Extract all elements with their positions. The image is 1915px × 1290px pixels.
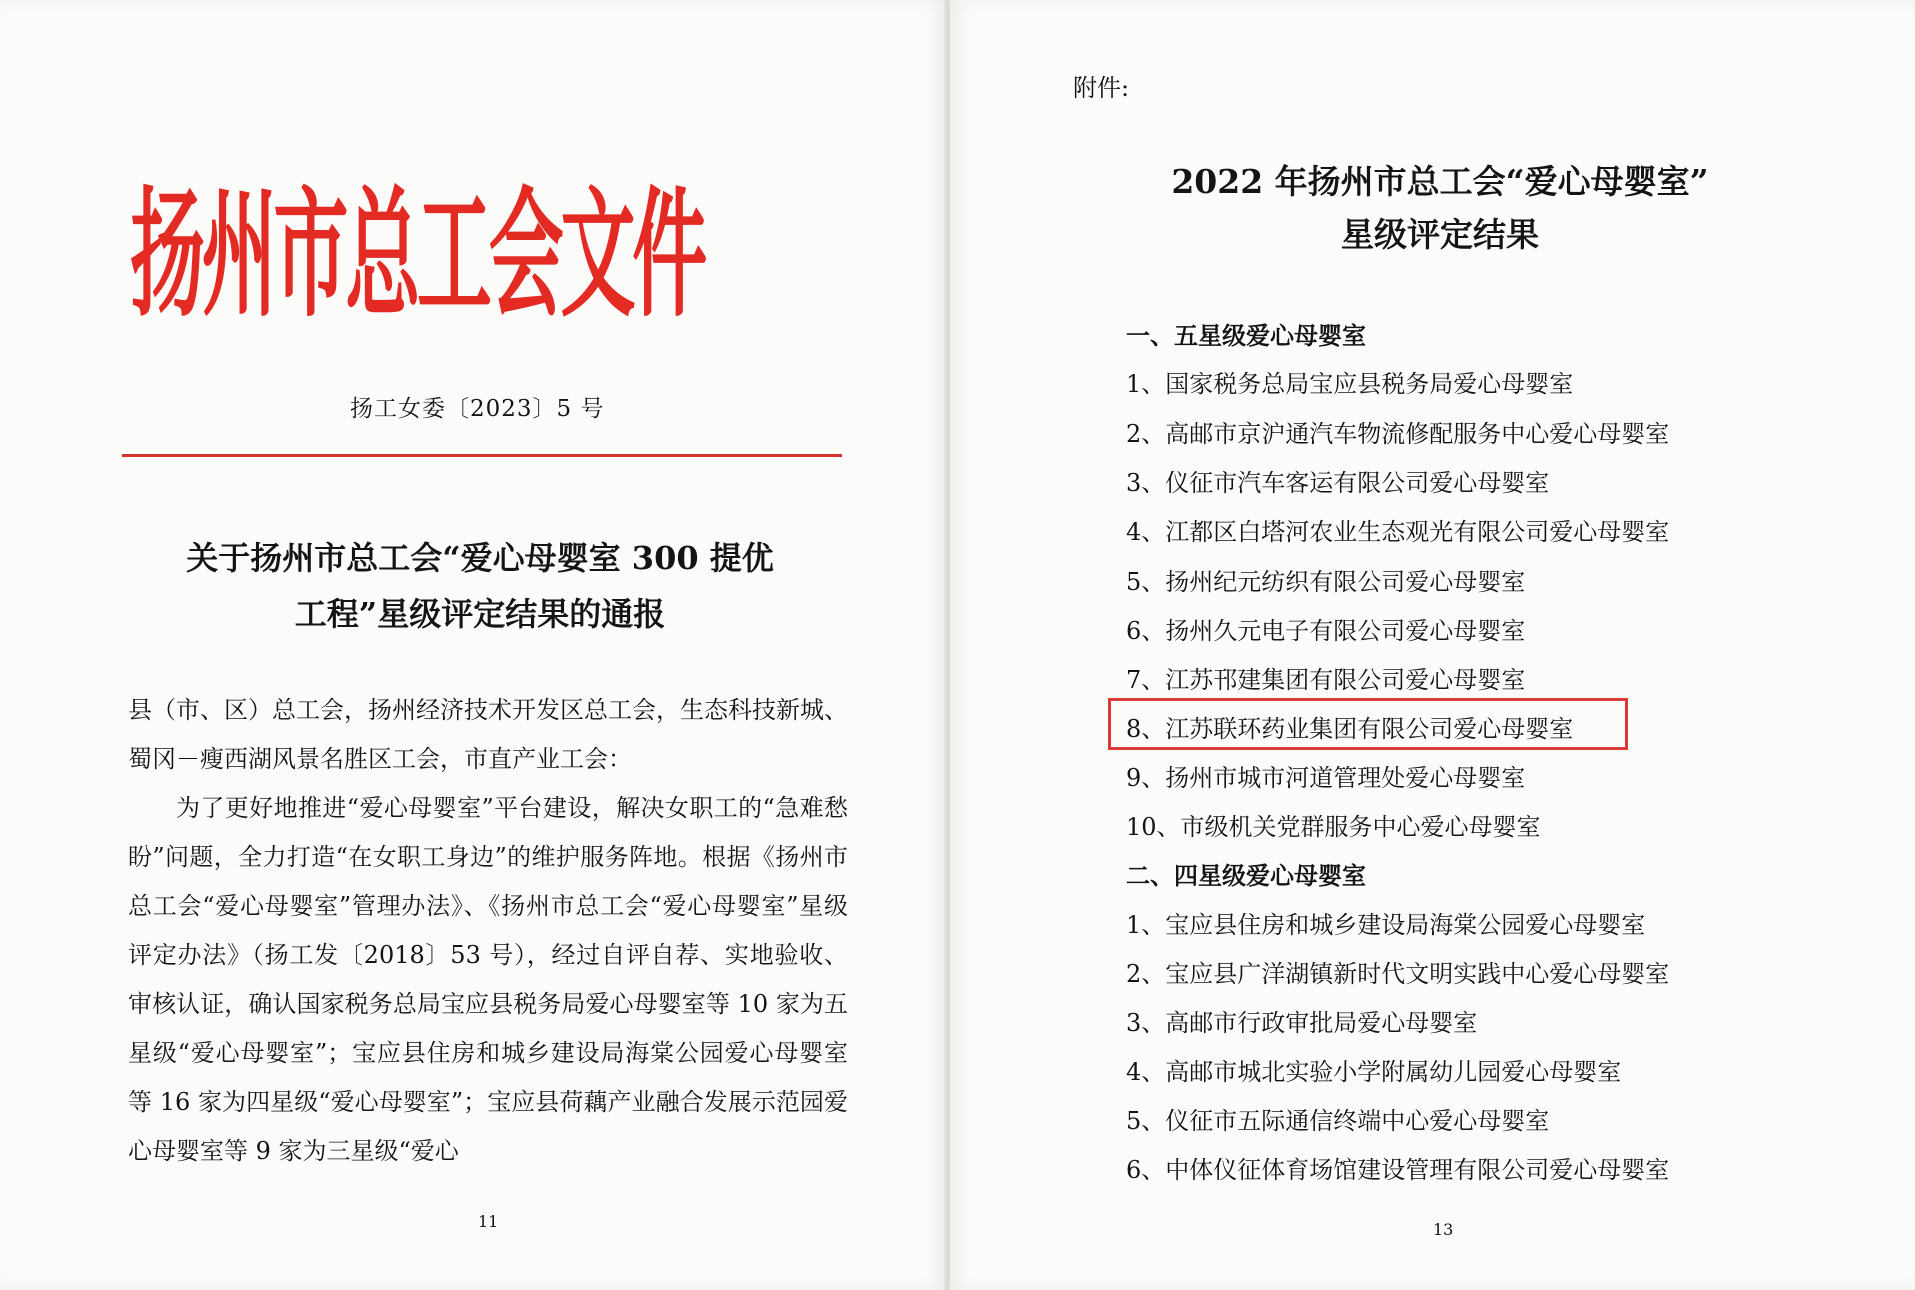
four-star-item: 4、高邮市城北实验小学附属幼儿园爱心母婴室 xyxy=(1126,1058,1622,1086)
page-number-right: 13 xyxy=(1433,1220,1454,1239)
five-star-item: 6、扬州久元电子有限公司爱心母婴室 xyxy=(1126,617,1526,645)
five-star-item: 4、江都区白塔河农业生态观光有限公司爱心母婴室 xyxy=(1126,518,1670,546)
highlight-annotation-box xyxy=(1108,698,1628,750)
notice-paragraph: 为了更好地推进“爱心母婴室”平台建设，解决女职工的“急难愁盼”问题，全力打造“在女职工身边”的维护服务阵地。根据《扬州市总工会“爱心母婴室”管理办法》、《扬州市总工会“爱心母婴室”星级评定办法》（扬工发〔2018〕53 号），经过自评自荐、实地验收、审核认证，确认国家税务总局宝应县税务局爱心母婴室等 10 家为五星级“爱心母婴室”；宝应县住房和城乡建设局海棠公园爱心母婴室等 16 家为四星级“爱心母婴室”；宝应县荷藕产业融合发展示范园爱心母婴室等 9 家为三星级“爱心 xyxy=(128,794,848,1165)
result-title xyxy=(1050,155,1830,261)
four-star-item: 1、宝应县住房和城乡建设局海棠公园爱心母婴室 xyxy=(1126,911,1646,939)
page-number-left: 11 xyxy=(478,1212,499,1231)
notice-body xyxy=(128,686,848,1176)
result-title-line-2: 星级评定结果 xyxy=(1341,215,1539,254)
red-divider-line xyxy=(122,454,842,457)
result-title-line-1: 2022 年扬州市总工会“爱心母婴室” xyxy=(1171,162,1709,201)
five-star-item: 7、江苏邗建集团有限公司爱心母婴室 xyxy=(1126,666,1526,694)
right-page xyxy=(950,0,1915,1290)
left-page xyxy=(0,0,945,1290)
notice-addressee: 县（市、区）总工会，扬州经济技术开发区总工会，生态科技新城、蜀冈－瘦西湖风景名胜区工会，市直产业工会： xyxy=(128,696,848,773)
notice-title-line-1: 关于扬州市总工会“爱心母婴室 300 提优 xyxy=(186,539,774,577)
four-star-item: 6、中体仪征体育场馆建设管理有限公司爱心母婴室 xyxy=(1126,1156,1670,1184)
notice-title xyxy=(130,530,830,642)
five-star-item: 9、扬州市城市河道管理处爱心母婴室 xyxy=(1126,764,1526,792)
five-star-item: 5、扬州纪元纺织有限公司爱心母婴室 xyxy=(1126,568,1526,596)
four-star-item: 5、仪征市五际通信终端中心爱心母婴室 xyxy=(1126,1107,1550,1135)
attachment-label: 附件: xyxy=(1073,74,1130,102)
five-star-item: 2、高邮市京沪通汽车物流修配服务中心爱心母婴室 xyxy=(1126,420,1670,448)
five-star-item: 10、市级机关党群服务中心爱心母婴室 xyxy=(1126,813,1541,841)
four-star-item: 2、宝应县广洋湖镇新时代文明实践中心爱心母婴室 xyxy=(1126,960,1670,988)
five-star-item: 1、国家税务总局宝应县税务局爱心母婴室 xyxy=(1126,370,1574,398)
five-star-item-highlighted: 8、江苏联环药业集团有限公司爱心母婴室 xyxy=(1126,715,1574,743)
document-masthead: 扬州市总工会文件 xyxy=(130,172,705,337)
four-star-item: 3、高邮市行政审批局爱心母婴室 xyxy=(1126,1009,1478,1037)
five-star-item: 3、仪征市汽车客运有限公司爱心母婴室 xyxy=(1126,469,1550,497)
five-star-heading: 一、五星级爱心母婴室 xyxy=(1126,321,1366,350)
document-number: 扬工女委〔2023〕5 号 xyxy=(350,396,605,422)
four-star-heading: 二、四星级爱心母婴室 xyxy=(1126,861,1366,890)
notice-title-line-2: 工程”星级评定结果的通报 xyxy=(294,595,666,633)
